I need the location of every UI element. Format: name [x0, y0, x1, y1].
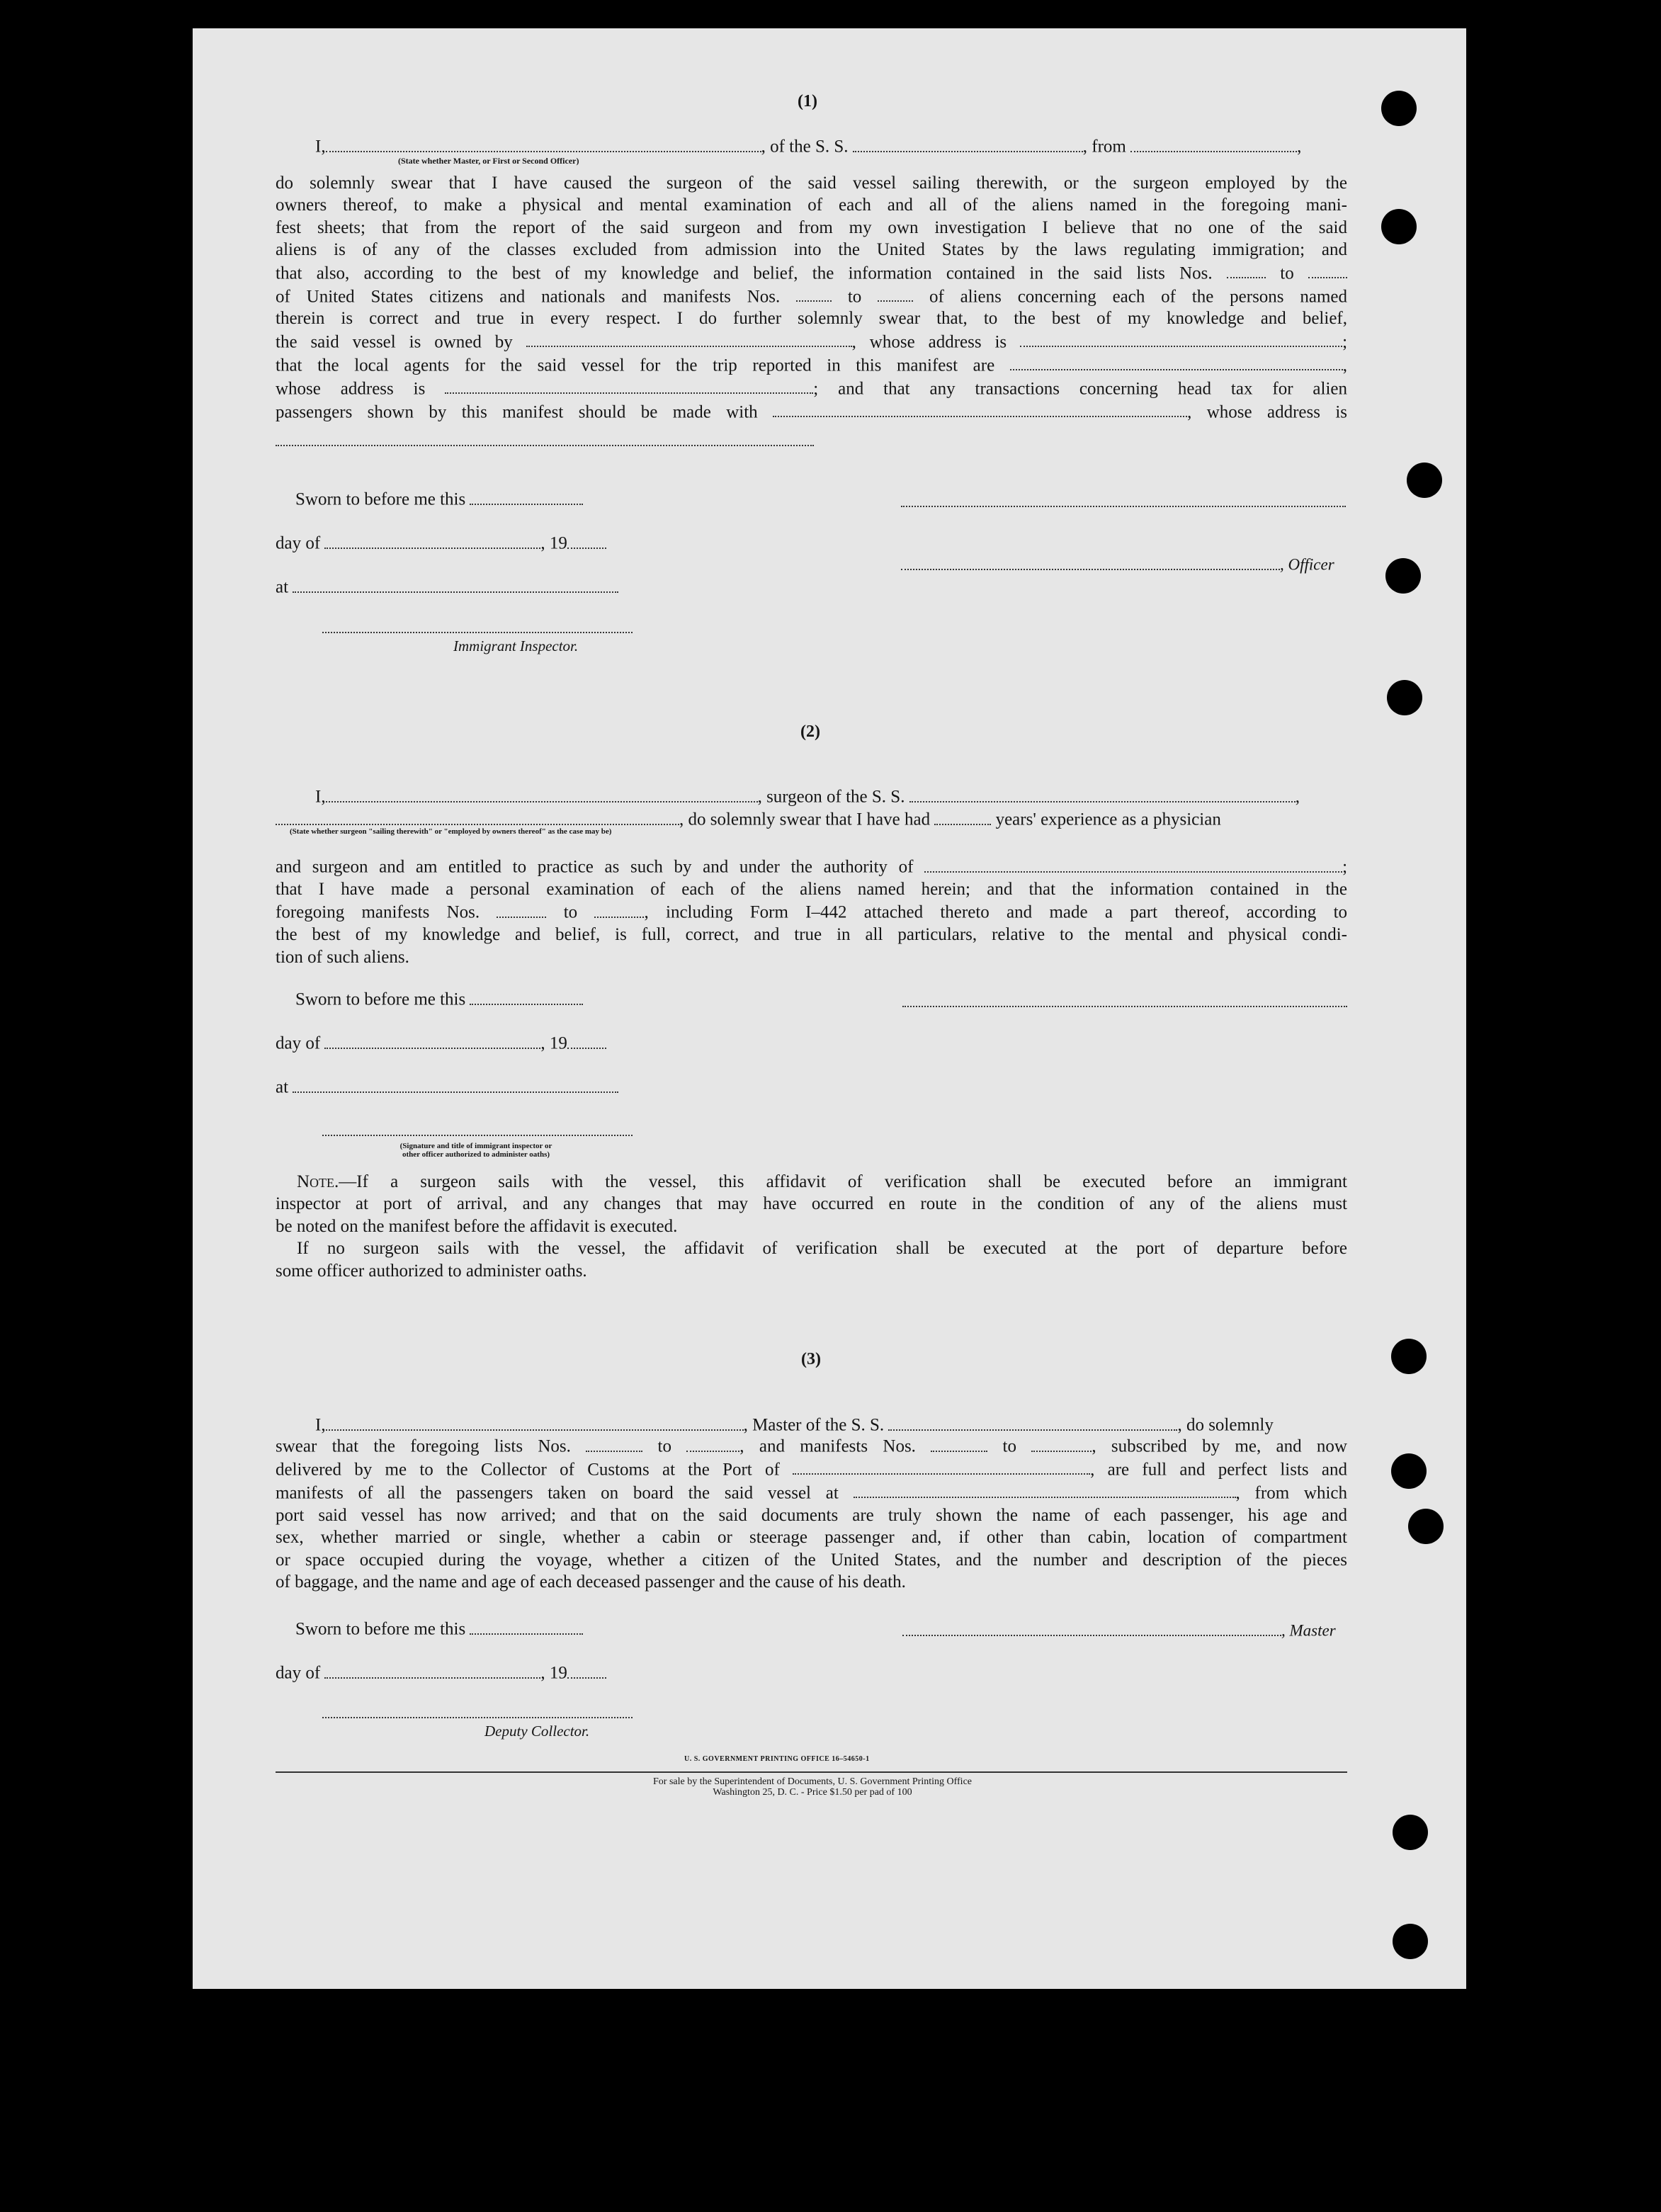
- s3-collector-signature-line[interactable]: [322, 1701, 633, 1718]
- s1-place-field[interactable]: [293, 575, 618, 593]
- s2-sworn-date-field[interactable]: [470, 987, 583, 1005]
- s1-sworn-date-field[interactable]: [470, 487, 583, 505]
- citizen-lists-to-field[interactable]: [1308, 261, 1347, 279]
- alien-manifests-from-field[interactable]: [796, 285, 832, 302]
- s2-l1-c: ,: [1295, 787, 1300, 807]
- s3-line-4: [276, 1481, 1347, 1504]
- s2-line-7: tion of such aliens.: [276, 947, 409, 967]
- punch-hole: [1408, 1509, 1444, 1544]
- s2-note-line-2: inspector at port of arrival, and any changes that may have occurred en route in the condition of any of the aliens must: [276, 1194, 1347, 1214]
- years-experience-field[interactable]: [934, 807, 991, 825]
- s2-sworn-label: Sworn to before me this: [295, 989, 466, 1009]
- s1-l1-a: I,: [315, 137, 326, 157]
- section-1-heading: (1): [798, 92, 817, 110]
- s3-sworn: [295, 1617, 583, 1640]
- s1-officer-signature-line[interactable]: [901, 489, 1346, 507]
- s2-signature-caption: [327, 1142, 625, 1159]
- punch-hole: [1391, 1453, 1427, 1489]
- s3-l2-e: , subscribed by me, and now: [1092, 1436, 1347, 1456]
- s2-at: [276, 1075, 618, 1099]
- vessel-name-field[interactable]: [853, 135, 1083, 152]
- s1-at: [276, 575, 618, 599]
- s3-l2-b: to: [657, 1436, 671, 1456]
- punch-hole: [1391, 1339, 1427, 1374]
- s1-l7-b: to: [847, 287, 862, 307]
- s3-lists-from-field[interactable]: [586, 1434, 642, 1452]
- s1-l1-c: , from: [1082, 137, 1126, 157]
- s3-sworn-label: Sworn to before me this: [295, 1619, 466, 1639]
- s3-l2-c: , and manifests Nos.: [739, 1436, 916, 1456]
- s1-line-5: aliens is of any of the classes excluded from admission into the United States by the laws regulating immigration; and: [276, 240, 1347, 260]
- master-name-field[interactable]: [326, 1413, 744, 1431]
- s2-place-field[interactable]: [293, 1075, 618, 1093]
- s3-l1-a: I,: [315, 1415, 326, 1435]
- s3-sworn-date-field[interactable]: [470, 1617, 583, 1635]
- officer-title-field[interactable]: [326, 135, 761, 152]
- s1-dayof-label: day of: [276, 533, 321, 553]
- punch-hole: [1381, 91, 1417, 126]
- s2-l1-b: , surgeon of the S. S.: [757, 787, 905, 807]
- surgeon-name-field[interactable]: [326, 785, 758, 802]
- local-agents-field[interactable]: [1010, 353, 1343, 371]
- s3-l4-b: , from which: [1235, 1483, 1347, 1503]
- s1-l7-a: of United States citizens and nationals and manifests Nos.: [276, 287, 781, 307]
- s2-dayof-label: day of: [276, 1033, 321, 1053]
- s2-sigcap-line-2: other officer authorized to administer oaths): [402, 1150, 550, 1159]
- s3-vessel-name-field[interactable]: [888, 1413, 1177, 1431]
- s3-l3-b: , are full and perfect lists and: [1090, 1460, 1348, 1480]
- s3-line-2: [276, 1434, 1347, 1458]
- s3-dayof-label: day of: [276, 1663, 321, 1683]
- s1-line-6: [276, 261, 1347, 285]
- owner-address-field[interactable]: [1020, 330, 1342, 348]
- s2-manifests-from-field[interactable]: [497, 900, 546, 918]
- s1-year-label: , 19: [540, 533, 567, 553]
- s2-status-note: (State whether surgeon "sailing therewith" or "employed by owners thereof" as the case may be): [290, 827, 612, 836]
- s1-sworn: [295, 487, 583, 511]
- note-body: —If a surgeon sails with the vessel, this affidavit of verification shall be executed before an immigrant: [339, 1172, 1347, 1191]
- punch-hole: [1387, 680, 1422, 715]
- s2-note-line-4: If no surgeon sails with the vessel, the affidavit of verification shall be executed at the port of departure before: [297, 1239, 1347, 1259]
- footer-rule: [276, 1771, 1347, 1773]
- s3-master-line: [902, 1618, 1336, 1642]
- s2-at-label: at: [276, 1077, 289, 1097]
- s2-l5-a: foregoing manifests Nos.: [276, 902, 480, 922]
- alien-manifests-to-field[interactable]: [878, 285, 913, 302]
- s1-inspector-signature-line[interactable]: [322, 616, 633, 633]
- s2-l2-b: years' experience as a physician: [995, 810, 1221, 829]
- s1-day-of: [276, 531, 606, 555]
- s3-line-5: port said vessel has now arrived; and that on the said documents are truly shown the name of each passenger, his age and: [276, 1505, 1347, 1525]
- s3-day-of: [276, 1661, 606, 1684]
- s1-line-7: [276, 285, 1347, 308]
- s1-officer-name-field[interactable]: [901, 552, 1280, 570]
- punch-hole: [1381, 209, 1417, 244]
- s1-l12-a: passengers shown by this manifest should be made with: [276, 402, 758, 422]
- s2-day-of: [276, 1031, 606, 1055]
- s2-l1-a: I,: [315, 787, 326, 807]
- s1-at-label: at: [276, 577, 289, 597]
- s2-line-6: the best of my knowledge and belief, is full, correct, and true in all particulars, relative to the mental and physical condi-: [276, 925, 1347, 945]
- s2-note-line-3: be noted on the manifest before the affidavit is executed.: [276, 1216, 678, 1236]
- gpo-imprint: U. S. GOVERNMENT PRINTING OFFICE 16–54650-1: [684, 1755, 870, 1763]
- s2-l5-b: to: [563, 902, 578, 922]
- s3-line-7: or space occupied during the voyage, whether a citizen of the United States, and the number and description of the pieces: [276, 1550, 1347, 1570]
- s3-l2-a: swear that the foregoing lists Nos.: [276, 1436, 571, 1456]
- s3-master-label: , Master: [1281, 1621, 1336, 1640]
- vessel-owner-field[interactable]: [526, 330, 852, 348]
- s2-official-signature-line[interactable]: [322, 1119, 633, 1136]
- manifest-form-page: [193, 28, 1466, 1989]
- s1-l1-d: ,: [1297, 137, 1302, 157]
- s3-manifests-from-field[interactable]: [931, 1434, 987, 1452]
- footer-sale-note: [547, 1776, 1078, 1798]
- s2-vessel-name-field[interactable]: [909, 785, 1296, 802]
- s2-sigcap-line-1: (Signature and title of immigrant inspector or: [399, 1142, 552, 1150]
- s1-l9-a: the said vessel is owned by: [276, 332, 513, 352]
- s2-manifests-to-field[interactable]: [594, 900, 644, 918]
- s3-year-field[interactable]: [567, 1661, 606, 1679]
- s1-l1-b: , of the S. S.: [761, 137, 849, 157]
- s2-oath-paragraph: [276, 855, 1347, 968]
- footer-line-1: For sale by the Superintendent of Documents, U. S. Government Printing Office: [653, 1776, 972, 1787]
- s1-inspector-label: Immigrant Inspector.: [453, 637, 579, 654]
- s2-note-line-5: some officer authorized to administer oaths.: [276, 1261, 587, 1281]
- s1-l10-a: that the local agents for the said vessel for the trip reported in this manifest are: [276, 356, 995, 375]
- s1-month-field[interactable]: [324, 531, 540, 549]
- s2-note-paragraph: [276, 1171, 1347, 1282]
- head-tax-contact-field[interactable]: [773, 400, 1187, 418]
- s1-l9-b: , whose address is: [851, 332, 1007, 352]
- s3-month-field[interactable]: [324, 1661, 540, 1679]
- s3-l4-a: manifests of all the passengers taken on board the said vessel at: [276, 1483, 839, 1503]
- s3-line-6: sex, whether married or single, whether a cabin or steerage passenger and, if other than cabin, location of compartment: [276, 1528, 1347, 1548]
- s3-lists-to-field[interactable]: [686, 1434, 739, 1452]
- s1-line-9: [276, 330, 1347, 353]
- s2-line-5: [276, 900, 1347, 924]
- s3-l3-a: delivered by me to the Collector of Customs at the Port of: [276, 1460, 780, 1480]
- s1-title-note: (State whether Master, or First or Second Officer): [398, 156, 579, 166]
- s3-oath-paragraph: [276, 1434, 1347, 1593]
- s1-line-8: therein is correct and true in every respect. I do further solemnly swear that, to the best of my knowledge and belief,: [276, 309, 1347, 329]
- s3-manifests-to-field[interactable]: [1031, 1434, 1092, 1452]
- s2-note-line-1: [276, 1171, 1347, 1193]
- s3-year-label: , 19: [540, 1663, 567, 1683]
- note-label: Note.: [297, 1172, 339, 1191]
- s1-line-1: [315, 135, 1544, 158]
- surgeon-status-field[interactable]: [276, 807, 679, 825]
- from-port-field[interactable]: [1130, 135, 1297, 152]
- s2-sworn: [295, 987, 583, 1011]
- s2-line-1: [315, 785, 1300, 808]
- s3-l2-d: to: [1002, 1436, 1016, 1456]
- s3-master-signature-field[interactable]: [902, 1618, 1281, 1636]
- s2-l2-a: , do solemnly swear that I have had: [679, 810, 931, 829]
- s1-year-field[interactable]: [567, 531, 606, 549]
- s2-surgeon-signature-line[interactable]: [902, 989, 1347, 1007]
- s2-l5-c: , including Form I–442 attached thereto and made a part thereof, according to: [644, 902, 1348, 922]
- s1-l6-b: to: [1280, 263, 1294, 283]
- boarding-port-field[interactable]: [854, 1481, 1236, 1499]
- s1-oath-paragraph: [276, 172, 1347, 423]
- s1-line-12: [276, 400, 1347, 424]
- footer-line-2: Washington 25, D. C. - Price $1.50 per pad of 100: [713, 1787, 912, 1798]
- s1-line-3: owners thereof, to make a physical and mental examination of each and all of the aliens named in the foregoing mani-: [276, 195, 1347, 215]
- s2-l3-a: and surgeon and am entitled to practice as such by and under the authority of: [276, 857, 914, 877]
- citizen-lists-from-field[interactable]: [1227, 261, 1266, 279]
- s1-officer-line: [901, 552, 1334, 576]
- s3-line-8: of baggage, and the name and age of each deceased passenger and the cause of his death.: [276, 1572, 906, 1592]
- head-tax-address-field[interactable]: [276, 438, 814, 446]
- s1-l12-b: , whose address is: [1187, 402, 1347, 422]
- s1-line-2: do solemnly swear that I have caused the surgeon of the said vessel sailing therewith, or the surgeon employed by the: [276, 174, 1347, 193]
- s3-line-3: [276, 1458, 1347, 1481]
- s1-l11-b: ; and that any transactions concerning head tax for alien: [813, 379, 1348, 399]
- s1-l6-a: that also, according to the best of my knowledge and belief, the information contained in the said lists Nos.: [276, 263, 1213, 283]
- s3-l1-b: , Master of the S. S.: [743, 1415, 885, 1435]
- agents-address-field[interactable]: [445, 377, 813, 395]
- port-of-customs-field[interactable]: [793, 1458, 1090, 1475]
- s2-line-3: [276, 855, 1347, 878]
- s1-l7-c: of aliens concerning each of the persons named: [929, 287, 1347, 307]
- s1-line-11: [276, 377, 1347, 400]
- punch-hole: [1407, 463, 1442, 498]
- s1-line-10: [276, 353, 1347, 377]
- punch-hole: [1385, 558, 1421, 594]
- s2-line-4: that I have made a personal examination of each of the aliens named herein; and that the information contained in the: [276, 879, 1347, 899]
- punch-hole: [1393, 1924, 1428, 1959]
- s2-month-field[interactable]: [324, 1031, 540, 1049]
- s1-sworn-label: Sworn to before me this: [295, 489, 466, 509]
- s1-l9-c: ;: [1342, 332, 1348, 352]
- section-2-heading: (2): [800, 722, 820, 741]
- s2-year-label: , 19: [540, 1033, 567, 1053]
- s3-l1-c: , do solemnly: [1177, 1415, 1274, 1435]
- s1-officer-label: , Officer: [1280, 555, 1334, 574]
- s2-year-field[interactable]: [567, 1031, 606, 1049]
- s3-deputy-label: Deputy Collector.: [484, 1723, 590, 1740]
- practice-authority-field[interactable]: [924, 855, 1342, 873]
- s2-l3-b: ;: [1342, 857, 1348, 877]
- s1-l11-a: whose address is: [276, 379, 426, 399]
- section-3-heading: (3): [801, 1350, 821, 1368]
- s1-line-4: fest sheets; that from the report of the said surgeon and from my own investigation I believe that no one of the said: [276, 217, 1347, 237]
- punch-hole: [1393, 1815, 1428, 1850]
- s1-l10-b: ,: [1342, 356, 1348, 375]
- s3-line-1: [315, 1413, 1274, 1436]
